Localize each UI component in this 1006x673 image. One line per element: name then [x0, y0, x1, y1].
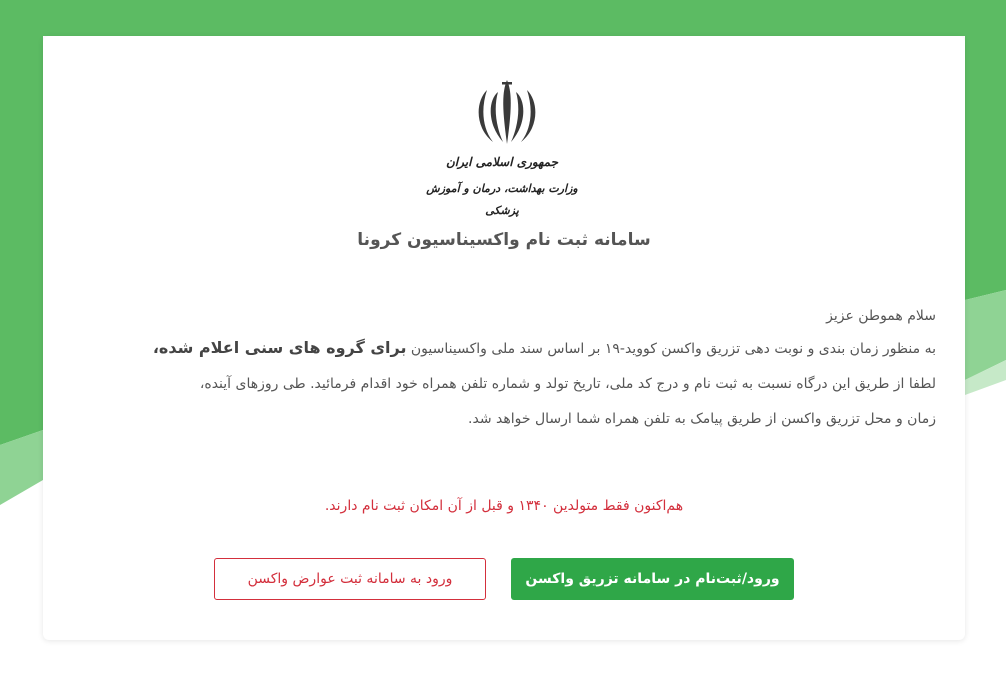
page-title: سامانه ثبت نام واکسیناسیون کرونا — [357, 230, 651, 250]
intro-line1-bold: برای گروه های سنی اعلام شده، — [152, 338, 407, 357]
intro-line3: زمان و محل تزریق واکسن از طریق پیامک به تلفن همراه شما ارسال خواهد شد. — [468, 411, 936, 427]
intro-line1 — [66, 330, 936, 367]
iran-emblem-icon — [469, 78, 545, 152]
greeting: سلام هموطن عزیز — [826, 308, 936, 324]
ministry-logo-text — [412, 152, 592, 222]
eligibility-notice: هم‌اکنون فقط متولدین ۱۳۴۰ و قبل از آن امکان ثبت نام دارند. — [324, 498, 684, 514]
register-vaccine-button[interactable]: ورود/ثبت‌نام در سامانه تزریق واکسن — [511, 558, 794, 600]
emblem-line1: جمهوری اسلامی ایران — [445, 155, 559, 169]
side-effects-button[interactable]: ورود به سامانه ثبت عوارض واکسن — [214, 558, 486, 600]
intro-text — [66, 302, 936, 437]
intro-line1-text: به منظور زمان بندی و نوبت دهی تزریق واکسن کووید-۱۹ بر اساس سند ملی واکسیناسیون — [406, 341, 936, 357]
intro-line2: لطفا از طریق این درگاه نسبت به ثبت نام و درج کد ملی، تاریخ تولد و شماره تلفن همراه خود اقدام فرمائید. طی روزهای آینده، — [199, 376, 936, 392]
emblem-line2: وزارت بهداشت، درمان و آموزش پزشکی — [426, 182, 578, 217]
